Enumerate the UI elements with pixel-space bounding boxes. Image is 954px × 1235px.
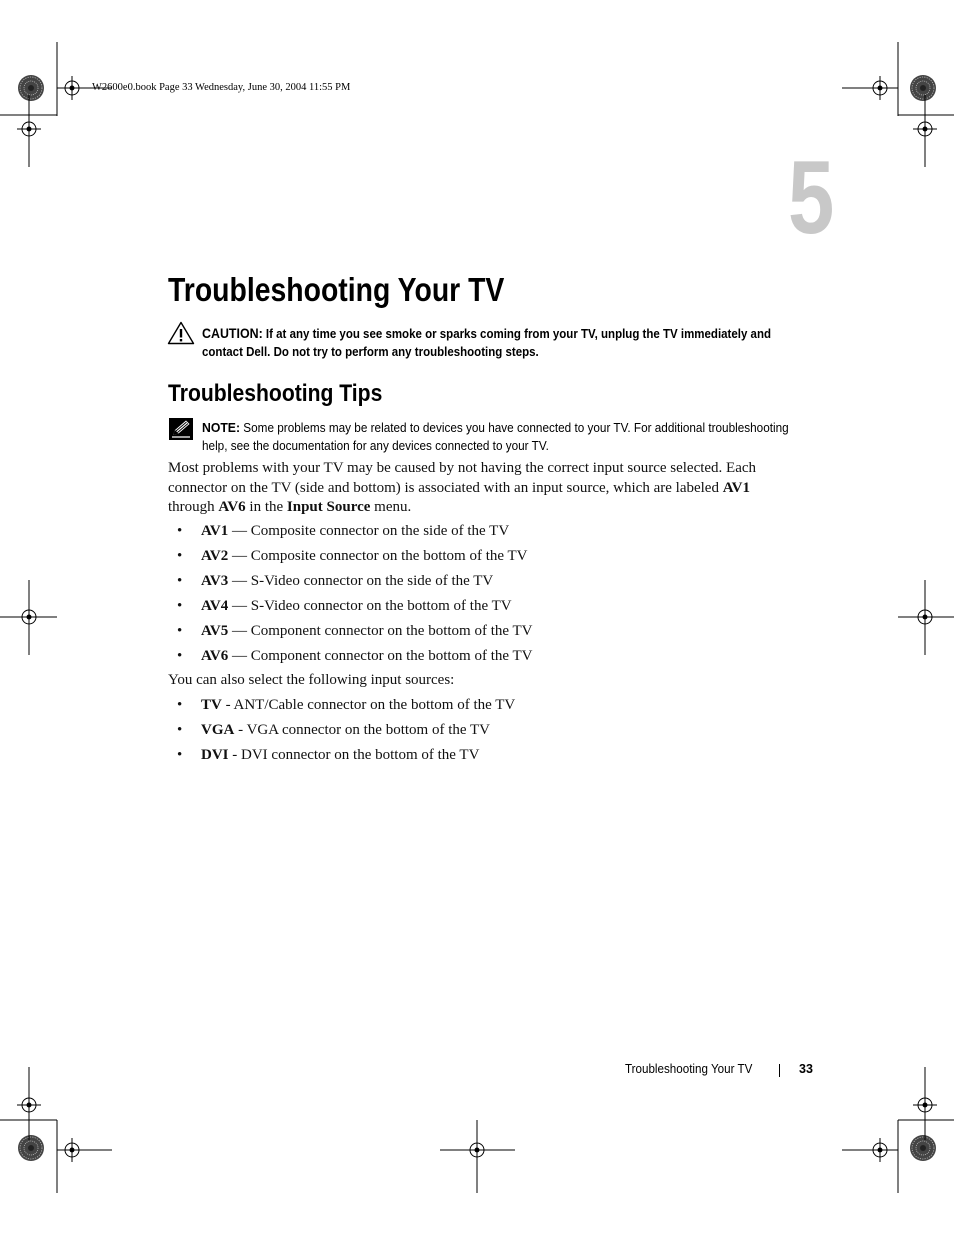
bullet: • <box>177 573 183 589</box>
input-description: — S-Video connector on the side of the TV <box>228 573 494 589</box>
input-name: AV5 <box>201 623 229 639</box>
input-name: AV3 <box>201 573 229 589</box>
list-item <box>168 746 515 771</box>
note-label: NOTE: <box>202 420 241 435</box>
intro-text-3: in the <box>245 499 287 515</box>
bullet: • <box>177 598 183 614</box>
list-item <box>168 572 533 597</box>
input-description: — Composite connector on the side of the TV <box>228 523 510 539</box>
list-item <box>168 721 515 746</box>
list-item <box>168 547 533 572</box>
pencil-note-icon <box>169 418 193 440</box>
intro-text-2: through <box>168 499 219 515</box>
page-number: 33 <box>799 1062 813 1076</box>
input-name: TV <box>201 697 222 713</box>
input-description: - DVI connector on the bottom of the TV <box>228 747 480 763</box>
intro-av6: AV6 <box>218 499 246 515</box>
input-description: — Composite connector on the bottom of the TV <box>228 548 528 564</box>
input-description: — Component connector on the bottom of the TV <box>228 623 533 639</box>
footer-chapter-title: Troubleshooting Your TV <box>625 1062 753 1076</box>
warning-triangle-icon <box>167 321 195 345</box>
intro-text-1: Most problems with your TV may be caused by not having the correct input source selected. Each connector on the TV (side and bottom) is associated with an input source, which are labeled <box>168 460 757 496</box>
input-description: - VGA connector on the bottom of the TV <box>234 722 490 738</box>
caution-notice <box>202 325 791 361</box>
bullet: • <box>177 747 183 763</box>
intro-av1: AV1 <box>722 479 750 496</box>
input-name: AV2 <box>201 548 229 564</box>
input-name: DVI <box>201 747 229 763</box>
input-name: AV6 <box>201 648 229 664</box>
print-slug: W2600e0.book Page 33 Wednesday, June 30, 2004 11:55 PM <box>92 82 351 93</box>
input-description: — S-Video connector on the bottom of the TV <box>228 598 512 614</box>
page-title: Troubleshooting Your TV <box>168 271 505 308</box>
input-description: - ANT/Cable connector on the bottom of the TV <box>221 697 516 713</box>
bullet: • <box>177 648 183 664</box>
note-message: Some problems may be related to devices you have connected to your TV. For additional troubleshooting help, see the documentation for any devices connected to your TV. <box>202 421 789 453</box>
list-item <box>168 597 533 622</box>
bullet: • <box>177 722 183 738</box>
footer-divider <box>779 1064 780 1077</box>
bullet: • <box>177 623 183 639</box>
intro-input-source: Input Source <box>286 499 371 515</box>
input-name: VGA <box>201 722 235 738</box>
input-description: — Component connector on the bottom of the TV <box>228 648 533 664</box>
bullet: • <box>177 697 183 713</box>
other-input-list <box>168 696 515 771</box>
bullet: • <box>177 548 183 564</box>
caution-label: CAUTION: <box>202 326 263 341</box>
caution-message: If at any time you see smoke or sparks coming from your TV, unplug the TV immediately and contact Dell. Do not try to perform any troubleshooting steps. <box>202 327 771 359</box>
note-notice <box>202 419 790 455</box>
list-item <box>168 522 533 547</box>
also-paragraph: You can also select the following input sources: <box>168 672 455 688</box>
bullet: • <box>177 523 183 539</box>
av-input-list <box>168 522 533 672</box>
chapter-number: 5 <box>788 140 835 256</box>
input-name: AV1 <box>201 523 229 539</box>
list-item <box>168 647 533 672</box>
input-name: AV4 <box>201 598 229 614</box>
list-item <box>168 696 515 721</box>
section-title: Troubleshooting Tips <box>168 380 383 407</box>
list-item <box>168 622 533 647</box>
intro-text-4: menu. <box>370 499 412 515</box>
intro-paragraph <box>168 459 788 518</box>
